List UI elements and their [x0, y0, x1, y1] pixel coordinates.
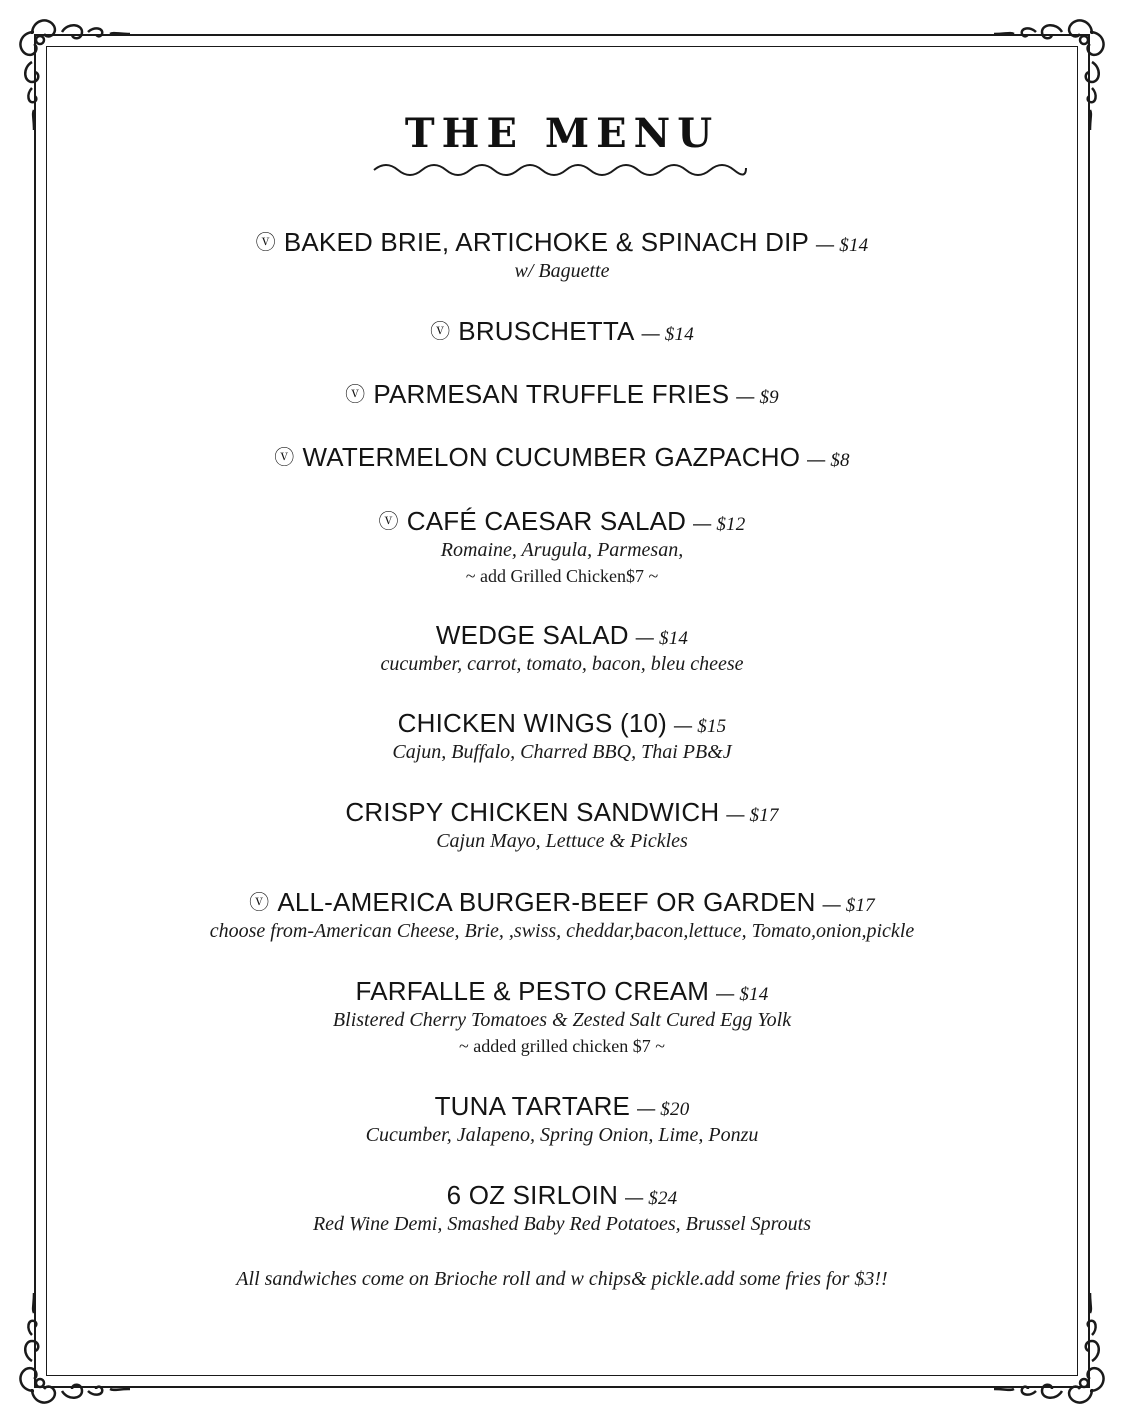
- menu-item-price: $17: [845, 895, 875, 916]
- menu-item-price: $20: [660, 1099, 690, 1120]
- price-separator: —: [815, 232, 836, 256]
- menu-item-addon: ~ added grilled chicken $7 ~: [459, 1036, 665, 1056]
- menu-item-description: Red Wine Demi, Smashed Baby Red Potatoes, Brussel Sprouts: [312, 1213, 812, 1235]
- menu-item-description: Cajun, Buffalo, Charred BBQ, Thai PB&J: [392, 741, 732, 763]
- menu-item: [0, 797, 1124, 853]
- wave-divider-icon: [372, 158, 748, 180]
- menu-item-name: TUNA TARTARE: [434, 1091, 631, 1121]
- menu-item-description: cucumber, carrot, tomato, bacon, bleu cheese: [380, 653, 744, 675]
- menu-item-price: $12: [716, 514, 746, 535]
- menu-item: [0, 441, 1124, 473]
- menu-item-heading: [0, 976, 1124, 1007]
- menu-item-name: CHICKEN WINGS (10): [397, 708, 668, 738]
- menu-item-name: BAKED BRIE, ARTICHOKE & SPINACH DIP: [283, 227, 810, 257]
- menu-item-price: $14: [659, 628, 689, 649]
- menu-item-heading: [0, 315, 1124, 347]
- vegetarian-icon: ⓥ: [249, 892, 270, 914]
- menu-item-price: $14: [839, 235, 869, 256]
- menu-item-heading: [0, 1180, 1124, 1211]
- vegetarian-icon: ⓥ: [430, 321, 451, 343]
- menu-item: [0, 378, 1124, 410]
- menu-item-price: $15: [697, 716, 727, 737]
- corner-flourish-icon: [2, 1291, 132, 1421]
- menu-item-price: $14: [739, 984, 769, 1005]
- footer-note: All sandwiches come on Brioche roll and w chips& pickle.add some fries for $3!!: [236, 1268, 888, 1290]
- corner-flourish-icon: [992, 1291, 1122, 1421]
- price-separator: —: [821, 892, 842, 916]
- price-separator: —: [725, 802, 746, 826]
- menu-item-heading: [0, 708, 1124, 739]
- menu-item-name: CRISPY CHICKEN SANDWICH: [345, 797, 720, 827]
- menu-item: [0, 620, 1124, 676]
- menu-item-price: $17: [749, 805, 779, 826]
- menu-title: THE MENU: [404, 110, 720, 157]
- menu-item: [0, 976, 1124, 1057]
- vegetarian-icon: ⓥ: [274, 447, 295, 469]
- price-separator: —: [806, 447, 827, 471]
- menu-item-name: PARMESAN TRUFFLE FRIES: [373, 379, 730, 409]
- menu-item-name: BRUSCHETTA: [458, 316, 635, 346]
- price-separator: —: [640, 321, 661, 345]
- menu-item-heading: [0, 441, 1124, 473]
- menu-item-name: ALL-AMERICA BURGER-BEEF OR GARDEN: [277, 887, 816, 917]
- menu-item-description: choose from-American Cheese, Brie, ,swiss, cheddar,bacon,lettuce, Tomato,onion,pickle: [209, 920, 915, 942]
- price-separator: —: [624, 1185, 645, 1209]
- price-separator: —: [692, 511, 713, 535]
- menu-item: [0, 505, 1124, 587]
- menu-item: [0, 315, 1124, 347]
- menu-item-description: Cucumber, Jalapeno, Spring Onion, Lime, Ponzu: [365, 1124, 759, 1146]
- menu-item: [0, 708, 1124, 764]
- menu-item-addon: ~ add Grilled Chicken$7 ~: [465, 566, 659, 586]
- price-separator: —: [715, 981, 736, 1005]
- menu-item-name: WATERMELON CUCUMBER GAZPACHO: [302, 442, 801, 472]
- price-separator: —: [636, 1096, 657, 1120]
- menu-item-heading: [0, 620, 1124, 651]
- menu-item-name: FARFALLE & PESTO CREAM: [355, 976, 710, 1006]
- menu-item-heading: [0, 505, 1124, 537]
- menu-item-heading: [0, 378, 1124, 410]
- menu-item-description: w/ Baguette: [514, 260, 610, 282]
- menu-item-heading: [0, 226, 1124, 258]
- menu-item: [0, 886, 1124, 943]
- menu-item-price: $14: [664, 324, 694, 345]
- menu-item-name: WEDGE SALAD: [435, 620, 629, 650]
- menu-item-price: $8: [830, 450, 850, 471]
- menu-item-heading: [0, 886, 1124, 918]
- menu-item-heading: [0, 1091, 1124, 1122]
- menu-item: [0, 1180, 1124, 1236]
- vegetarian-icon: ⓥ: [345, 384, 366, 406]
- price-separator: —: [634, 625, 655, 649]
- menu-item-price: $24: [648, 1188, 678, 1209]
- vegetarian-icon: ⓥ: [378, 511, 399, 533]
- menu-item-description: Cajun Mayo, Lettuce & Pickles: [436, 830, 688, 852]
- menu-item-description: Romaine, Arugula, Parmesan,: [440, 539, 684, 561]
- menu-item: [0, 226, 1124, 283]
- price-separator: —: [673, 713, 694, 737]
- menu-item: [0, 1091, 1124, 1147]
- vegetarian-icon: ⓥ: [255, 232, 276, 254]
- menu-item-price: $9: [759, 387, 779, 408]
- menu-item-name: CAFÉ CAESAR SALAD: [406, 506, 687, 536]
- price-separator: —: [735, 384, 756, 408]
- menu-item-name: 6 OZ SIRLOIN: [446, 1180, 619, 1210]
- menu-item-description: Blistered Cherry Tomatoes & Zested Salt Cured Egg Yolk: [332, 1009, 792, 1031]
- menu-item-heading: [0, 797, 1124, 828]
